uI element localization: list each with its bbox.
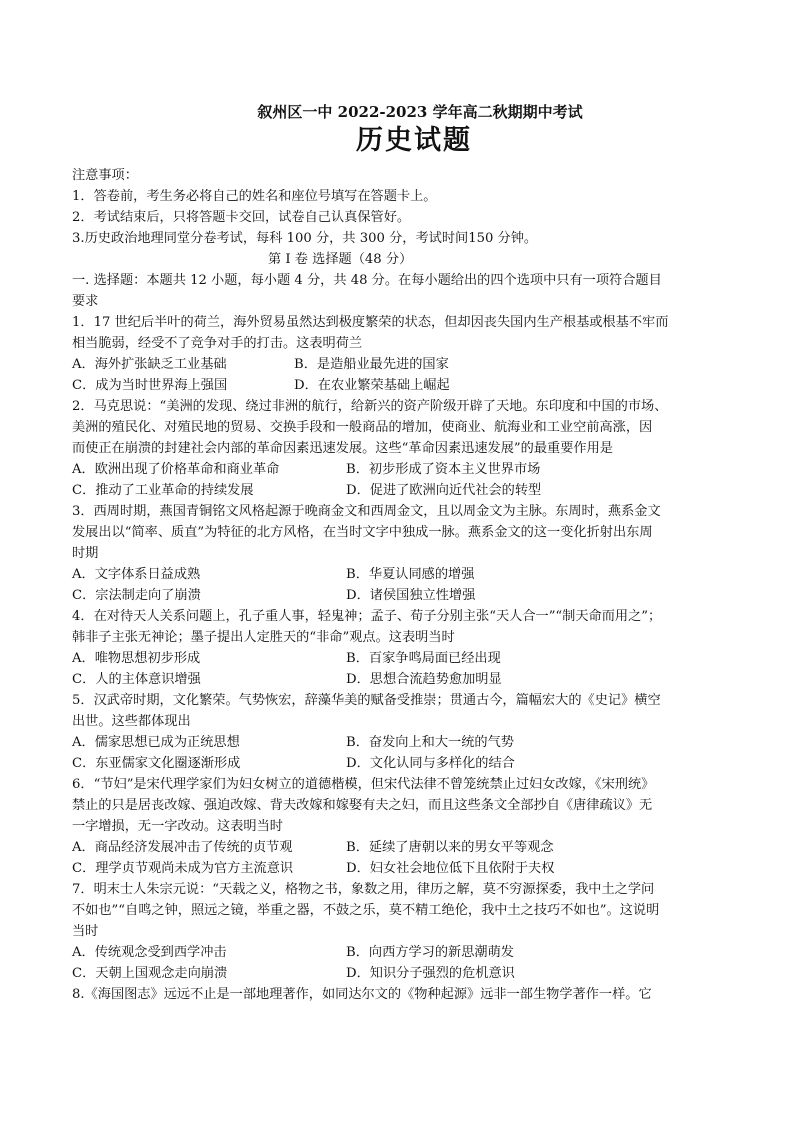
- option-b[interactable]: B．华夏认同感的增强: [346, 567, 475, 582]
- option-c[interactable]: C．理学贞节观尚未成为官方主流意识: [72, 861, 294, 876]
- option-d[interactable]: D．诸侯国独立性增强: [346, 588, 476, 603]
- question-options: [72, 963, 724, 984]
- question-2: [72, 396, 724, 501]
- question-stem: 1．17 世纪后半叶的荷兰，海外贸易虽然达到极度繁荣的状态，但却因丧失国内生产根基或根基不牢而: [72, 315, 669, 330]
- question-options: [72, 942, 724, 963]
- option-b[interactable]: B．是造船业最先进的国家: [294, 357, 449, 372]
- section-heading: 第 I 卷 选择题（48 分）: [268, 252, 413, 267]
- question-options: [72, 564, 724, 585]
- question-stem: 而使正在崩溃的封建社会内部的革命因素迅速发展。这些“革命因素迅速发展”的最重要作用是: [72, 441, 613, 456]
- option-c[interactable]: C．成为当时世界海上强国: [72, 378, 228, 393]
- question-options: [72, 732, 724, 753]
- option-a[interactable]: A．商品经济发展冲击了传统的贞节观: [72, 840, 293, 855]
- question-stem: 6．“节妇”是宋代理学家们为妇女树立的道德楷模，但宋代法律不曾笼统禁止过妇女改嫁，《宋刑统》: [72, 777, 655, 792]
- notes-item: 3.历史政治地理同堂分卷考试，每科 100 分，共 300 分，考试时间150 分钟。: [72, 231, 538, 246]
- question-stem: 时期: [72, 546, 99, 561]
- question-options: [72, 459, 724, 480]
- question-options: [72, 753, 724, 774]
- option-a[interactable]: A．唯物思想初步形成: [72, 651, 201, 666]
- option-b[interactable]: B．奋发向上和大一统的气势: [346, 735, 514, 750]
- option-a[interactable]: A．儒家思想已成为正统思想: [72, 735, 240, 750]
- option-d[interactable]: D．促进了欧洲向近代社会的转型: [346, 483, 542, 498]
- question-options: [72, 648, 724, 669]
- question-stem: 美洲的殖民化、对殖民地的贸易、交换手段和一般商品的增加，使商业、航海业和工业空前高涨，因: [72, 420, 653, 435]
- option-d[interactable]: D．在农业繁荣基础上崛起: [294, 378, 450, 393]
- option-a[interactable]: A．海外扩张缺乏工业基础: [72, 357, 227, 372]
- question-6: [72, 774, 724, 879]
- option-b[interactable]: B．百家争鸣局面已经出现: [346, 651, 501, 666]
- question-8: [72, 984, 724, 1005]
- notes-item: 1．答卷前，考生务必将自己的姓名和座位号填写在答题卡上。: [72, 189, 437, 204]
- notes-item: 2．考试结束后，只将答题卡交回，试卷自己认真保管好。: [72, 210, 411, 225]
- option-c[interactable]: C．人的主体意识增强: [72, 672, 201, 687]
- question-options: [72, 585, 724, 606]
- question-1: [72, 312, 724, 396]
- question-stem: 5．汉武帝时期，文化繁荣。气势恢宏，辞藻华美的赋备受推崇；贯通古今，篇幅宏大的《史记》横空: [72, 693, 661, 708]
- question-stem: 当时: [72, 924, 99, 939]
- option-c[interactable]: C．宗法制走向了崩溃: [72, 588, 201, 603]
- option-b[interactable]: B．向西方学习的新思潮萌发: [346, 945, 514, 960]
- question-stem: 3．西周时期，燕国青铜铭文风格起源于晚商金文和西周金文，且以周金文为主脉。东周时，燕系金文: [72, 504, 661, 519]
- question-stem: 发展出以“简率、质直”为特征的北方风格，在当时文字中独成一脉。燕系金文的这一变化折射出东周: [72, 525, 653, 540]
- question-stem: 一字增损，无一字改动。这表明当时: [72, 819, 283, 834]
- option-c[interactable]: C．推动了工业革命的持续发展: [72, 483, 254, 498]
- question-stem: 相当脆弱，经受不了竞争对手的打击。这表明荷兰: [72, 336, 363, 351]
- exam-title: 叙州区一中 2022-2023 学年高二秋期期中考试: [257, 103, 583, 121]
- question-3: [72, 501, 724, 606]
- question-options: [72, 669, 724, 690]
- option-d[interactable]: D．文化认同与多样化的结合: [346, 756, 515, 771]
- question-options: [72, 480, 724, 501]
- question-stem: 2．马克思说：“美洲的发现、绕过非洲的航行，给新兴的资产阶级开辟了天地。东印度和中国的市场、: [72, 399, 668, 414]
- notes-heading: 注意事项：: [72, 168, 138, 183]
- question-stem: 出世。这些都体现出: [72, 714, 191, 729]
- question-stem: 禁止的只是居丧改嫁、强迫改嫁、背夫改嫁和嫁娶有夫之妇，而且这些条文全部抄自《唐律疏议》无: [72, 798, 653, 813]
- option-a[interactable]: A．欧洲出现了价格革命和商业革命: [72, 462, 280, 477]
- option-c[interactable]: C．天朝上国观念走向崩溃: [72, 966, 228, 981]
- option-d[interactable]: D．知识分子强烈的危机意识: [346, 966, 515, 981]
- option-d[interactable]: D．妇女社会地位低下且依附于夫权: [346, 861, 555, 876]
- notes-block: [72, 165, 724, 249]
- question-stem: 7．明末士人朱宗元说：“天载之义，格物之书，象数之用，律历之解，莫不穷源探委，我中土之学问: [72, 882, 655, 897]
- option-a[interactable]: A．文字体系日益成熟: [72, 567, 201, 582]
- option-b[interactable]: B．延续了唐朝以来的男女平等观念: [346, 840, 554, 855]
- option-c[interactable]: C．东亚儒家文化圈逐渐形成: [72, 756, 241, 771]
- subject-title: 历史试题: [356, 125, 472, 156]
- option-d[interactable]: D．思想合流趋势愈加明显: [346, 672, 502, 687]
- question-options: [72, 375, 724, 396]
- question-stem: 韩非子主张无神论；墨子提出人定胜天的“非命”观点。这表明当时: [72, 630, 455, 645]
- question-stem: 4．在对待天人关系问题上，孔子重人事，轻鬼神；孟子、荀子分别主张“天人合一”“制天命而用之”；: [72, 609, 662, 624]
- question-5: [72, 690, 724, 774]
- section-instruction: 一. 选择题：本题共 12 小题，每小题 4 分，共 48 分。在每小题给出的四个选项中只有一项符合题目: [72, 273, 662, 288]
- question-options: [72, 858, 724, 879]
- question-7: [72, 879, 724, 984]
- option-b[interactable]: B．初步形成了资本主义世界市场: [346, 462, 541, 477]
- section-block: [72, 249, 724, 312]
- question-options: [72, 354, 724, 375]
- question-stem: 不如也”“自鸣之钟，照远之镜，举重之器，不鼓之乐，莫不精工绝伦，我中土之技巧不如也”。这说明: [72, 903, 660, 918]
- question-stem: 8.《海国图志》远远不止是一部地理著作，如同达尔文的《物种起源》远非一部生物学著作一样。它: [72, 987, 652, 1002]
- option-a[interactable]: A．传统观念受到西学冲击: [72, 945, 227, 960]
- question-options: [72, 837, 724, 858]
- question-4: [72, 606, 724, 690]
- exam-page: [72, 102, 724, 1005]
- section-instruction: 要求: [72, 294, 99, 309]
